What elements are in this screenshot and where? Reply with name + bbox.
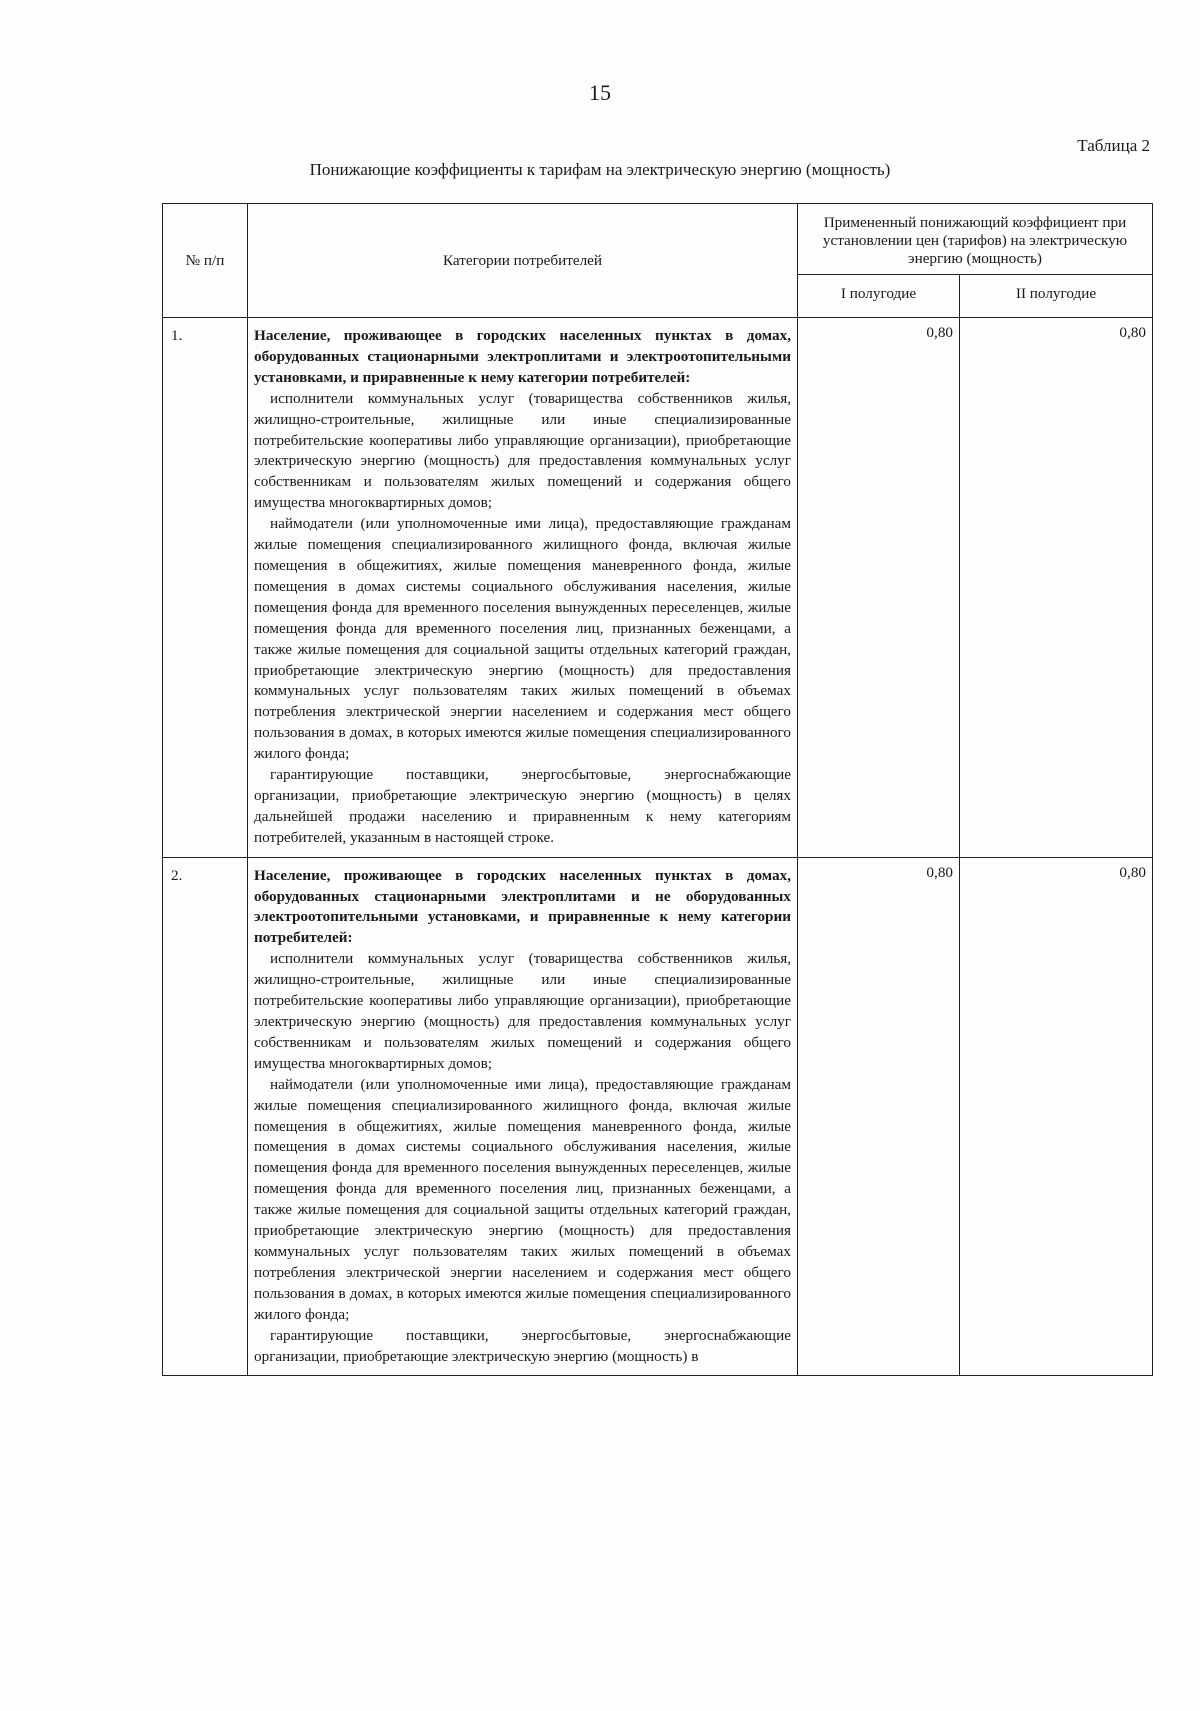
category-paragraph: наймодатели (или уполномоченные ими лица), предоставляющие гражданам жилые помещения специализированного жилищного фонда, включая жилые помещения в общежитиях, жилые помещения маневренного фонда, жилые помещения в домах системы социального обслуживания населения, жилые помещения фонда для временного поселения вынужденных переселенцев, жилые помещения фонда для временного поселения лиц, признанных беженцами, а также жилые помещения для социальной защиты отдельных категорий граждан, приобретающие электрическую энергию (мощность) для предоставления коммунальных услуг пользователям таких жилых помещений в объемах потребления электрической энергии населением и содержания мест общего пользования в домах, в которых имеются жилые помещения специализированного жилого фонда; [254,515,791,763]
row-category [248,318,798,858]
row-half-1-value: 0,80 [798,857,960,1376]
header-category: Категории потребителей [248,204,798,318]
table-row [163,857,1153,1376]
header-half-2: II полугодие [960,275,1153,318]
header-coefficient: Примененный понижающий коэффициент при установлении цен (тарифов) на электрическую энергию (мощность) [798,204,1153,275]
category-heading: Население, проживающее в городских населенных пунктах в домах, оборудованных стационарными электроплитами и не оборудованных электроотопительными установками, и приравненные к нему категории потребителей: [254,866,791,947]
document-title: Понижающие коэффициенты к тарифам на электрическую энергию (мощность) [309,160,891,179]
category-paragraph: исполнители коммунальных услуг (товарищества собственников жилья, жилищно-строительные, жилищные или иные специализированные потребительские кооперативы либо управляющие организации), приобретающие электрическую энергию (мощность) для предоставления коммунальных услуг собственникам и пользователям жилых помещений и содержания общего имущества многоквартирных домов; [254,389,791,512]
header-num: № п/п [163,204,248,318]
row-half-1-value: 0,80 [798,318,960,858]
row-number: 2. [163,857,248,1376]
row-half-2-value: 0,80 [960,318,1153,858]
row-number: 1. [163,318,248,858]
category-paragraph: гарантирующие поставщики, энергосбытовые, энергоснабжающие организации, приобретающие электрическую энергию (мощность) в целях дальнейшей продажи населению и приравненным к нему категориям потребителей, указанным в настоящей строке. [254,766,791,846]
table-label: Таблица 2 [1077,136,1150,155]
row-category [248,857,798,1376]
category-paragraph: гарантирующие поставщики, энергосбытовые, энергоснабжающие организации, приобретающие электрическую энергию (мощность) в [254,1326,791,1365]
table-row [163,318,1153,858]
row-half-2-value: 0,80 [960,857,1153,1376]
header-half-1: I полугодие [798,275,960,318]
category-heading: Население, проживающее в городских населенных пунктах в домах, оборудованных стационарными электроплитами и электроотопительными установками, и приравненные к нему категории потребителей: [254,327,791,386]
category-paragraph: наймодатели (или уполномоченные ими лица), предоставляющие гражданам жилые помещения специализированного жилищного фонда, включая жилые помещения в общежитиях, жилые помещения маневренного фонда, жилые помещения в домах системы социального обслуживания населения, жилые помещения фонда для временного поселения вынужденных переселенцев, жилые помещения фонда для временного поселения лиц, признанных беженцами, а также жилые помещения для социальной защиты отдельных категорий граждан, приобретающие электрическую энергию (мощность) для предоставления коммунальных услуг пользователям таких жилых помещений в объемах потребления электрической энергии населением и содержания мест общего пользования в домах, в которых имеются жилые помещения специализированного жилого фонда; [254,1075,791,1323]
page-number: 15 [589,80,611,105]
category-paragraph: исполнители коммунальных услуг (товарищества собственников жилья, жилищно-строительные, жилищные или иные специализированные потребительские кооперативы либо управляющие организации), приобретающие электрическую энергию (мощность) для предоставления коммунальных услуг собственникам и пользователям жилых помещений и содержания общего имущества многоквартирных домов; [254,950,791,1072]
table-header-row [163,204,1153,275]
coefficients-table [162,203,1153,1376]
